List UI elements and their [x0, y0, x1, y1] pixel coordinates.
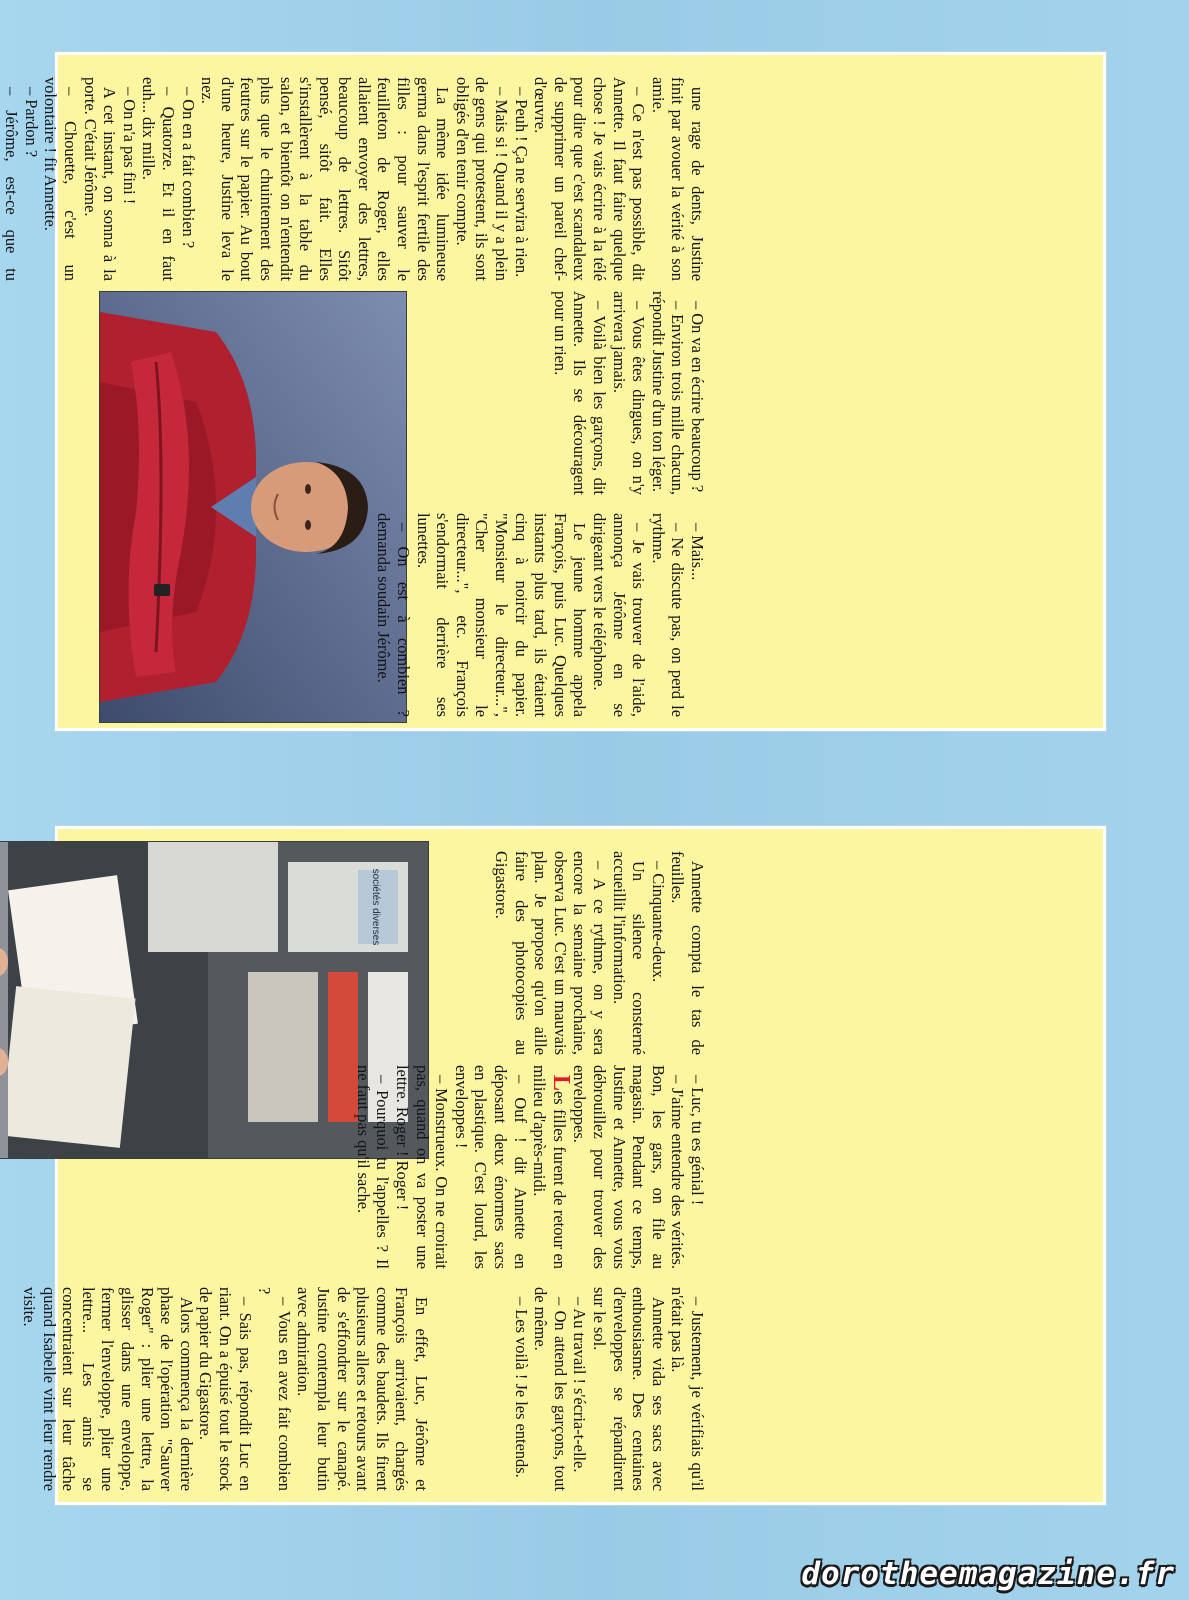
paragraph: Annette compta le tas de feuilles. — [668, 851, 707, 1055]
paragraph: Annette vida ses sacs avec enthousiasme. Des centaines d'enveloppes se répandirent sur le sol. — [590, 1287, 668, 1491]
paragraph: Un silence consterné accueillit l'information. — [609, 851, 649, 1055]
page-3-panel — [20, 826, 1106, 1505]
page-3-column-3 — [511, 1287, 707, 1491]
paragraph: – On n'a pas fini ! — [119, 87, 139, 205]
paragraph: La même idée lumineuse germa dans l'esprit fertile des filles : pour sauver le feuilleton de Roger, elles allaient envoyer des lettres, beaucoup de lettres. Sitôt pensé, sitôt fait. Elles s'installèrent à la table du salon, et bientôt on n'entendit plus que le chuintement des feutres sur le papier. Au bout d'une heure, Justine leva le nez. — [198, 77, 453, 281]
paragraph: – On va en écrire beaucoup ? — [688, 301, 707, 493]
screen-label: sociétés diverses — [370, 868, 381, 946]
paragraph: – Ne discute pas, on perd le rythme. — [648, 513, 688, 717]
paragraph: – Environ trois mille chacun, répondit Justine d'un ton léger. — [648, 291, 688, 495]
photo-jerome-illustration — [100, 292, 406, 722]
paragraph: – Quatorze. Et il en faut euh... dix mille. — [139, 77, 178, 281]
paragraph: – Luc, tu es génial ! — [688, 1075, 707, 1206]
paragraph: – Cinquante-deux. — [648, 861, 668, 983]
page-2-panel — [2, 52, 1106, 731]
paragraph: – Vous en avez fait combien ? — [255, 1287, 294, 1491]
paragraph: – Vous êtes dingues, on n'y arrivera jamais. — [609, 291, 649, 495]
paragraph: – On est à combien ? demanda soudain Jérôme. — [374, 513, 414, 717]
paragraph: – Pardon ? — [21, 87, 41, 158]
site-watermark: dorotheemagazine.fr — [801, 1556, 1175, 1592]
paragraph: – Les voilà ! Je les entends. — [511, 1297, 531, 1478]
paragraph: – Ouf ! dit Annette en déposant deux énormes sacs en plastique. C'est lourd, les enveloppes ! — [451, 1065, 530, 1269]
dropcap-letter: L — [547, 1075, 574, 1092]
paragraph: – Ce n'est pas possible, dit Annette. Il faut faire quelque chose ! Je vais écrire à la télé pour dire que c'est scandaleux de supprimer un pareil chef-d'œuvre. — [531, 77, 649, 281]
paragraph: – Peuh ! Ça ne servira à rien. — [511, 87, 531, 278]
paragraph: – Voilà bien les garçons, dit Annette. Ils se découragent pour un rien. — [550, 291, 610, 495]
paragraph: – Mais si ! Quand il y a plein de gens qui protestent, ils sont obligés d'en tenir compte. — [452, 77, 512, 281]
paragraph: – Jérôme, est-ce que tu — [2, 87, 22, 281]
paragraph: – Pourquoi tu l'appelles ? Il ne faut pas qu'il sache. — [353, 1065, 393, 1269]
paragraph: Le jeune homme appela François, puis Luc. Quelques instants plus tard, ils étaient cinq à noircir du papier. "Monsieur le directeur...", "Cher monsieur le directeur...", etc. François s'endormait derrière ses lunettes. — [413, 513, 590, 717]
paragraph: Alors commença la dernière phase de l'opération "Sauver Roger" : plier une lettre, la glisser dans une enveloppe, fermer l'enveloppe, plier une lettre... Les amis se concentraient sur leur tâche quand Isabelle vint leur rendre visite. — [20, 1287, 196, 1491]
page-3-content — [0, 829, 731, 1502]
page-2-content — [0, 55, 731, 728]
page-3-column-4 — [20, 1287, 431, 1491]
page-2-column-2 — [550, 291, 707, 495]
dropcap-continuation: es filles furent de retour en milieu d'après-midi. — [530, 1065, 569, 1269]
paragraph: En effet, Luc, Jérôme et François arrivaient, chargés comme des baudets. Ils firent plusieurs allers et retours avant de s'effondrer sur le canapé. Justine contempla leur butin avec admiration. — [294, 1287, 431, 1491]
paragraph: – On attend les garçons, tout de même. — [531, 1287, 570, 1491]
paragraph: – Justement, je vérifiais qu'il n'était pas là. — [668, 1287, 707, 1491]
paragraph: – On en a fait combien ? — [178, 87, 198, 249]
paragraph: une rage de dents, Justine finit par avouer la vérité à son amie. — [648, 77, 707, 281]
page-3-column-2 — [353, 1065, 707, 1269]
photo-jerome — [99, 291, 407, 723]
paragraph: – Au travail ! s'écria-t-elle. — [570, 1297, 590, 1473]
paragraph: – Je vais trouver de l'aide, annonça Jérôme en se dirigeant vers le téléphone. — [590, 513, 649, 717]
page-3-column-1 — [491, 851, 707, 1055]
paragraph: – Mais... — [688, 523, 707, 581]
paragraph: – Monstrueux. On ne croirait pas, quand on va poster une lettre. Roger ! Roger ! — [393, 1065, 452, 1269]
paragraph: – A ce rythme, on y sera encore la semaine prochaine, observa Luc. C'est un mauvais plan. Je propose qu'on aille faire des photocopies au Gigastore. — [492, 851, 610, 1055]
paragraph: – Chouette, c'est un volontaire ! fit Annette. — [41, 77, 80, 281]
page-2-column-3 — [374, 513, 707, 717]
paragraph: – J'aime entendre des vérités. Bon, les gars, on file au magasin. Pendant ce temps, Justine et Annette, vous vous débrouillez pour trouver des enveloppes. — [570, 1065, 688, 1269]
page-2-column-1 — [0, 77, 707, 281]
paragraph: A cet instant, on sonna à la porte. C'était Jérôme. — [80, 77, 120, 281]
paragraph: – Sais pas, répondit Luc en riant. On a épuisé tout le stock de papier du Gigastore. — [196, 1287, 255, 1491]
